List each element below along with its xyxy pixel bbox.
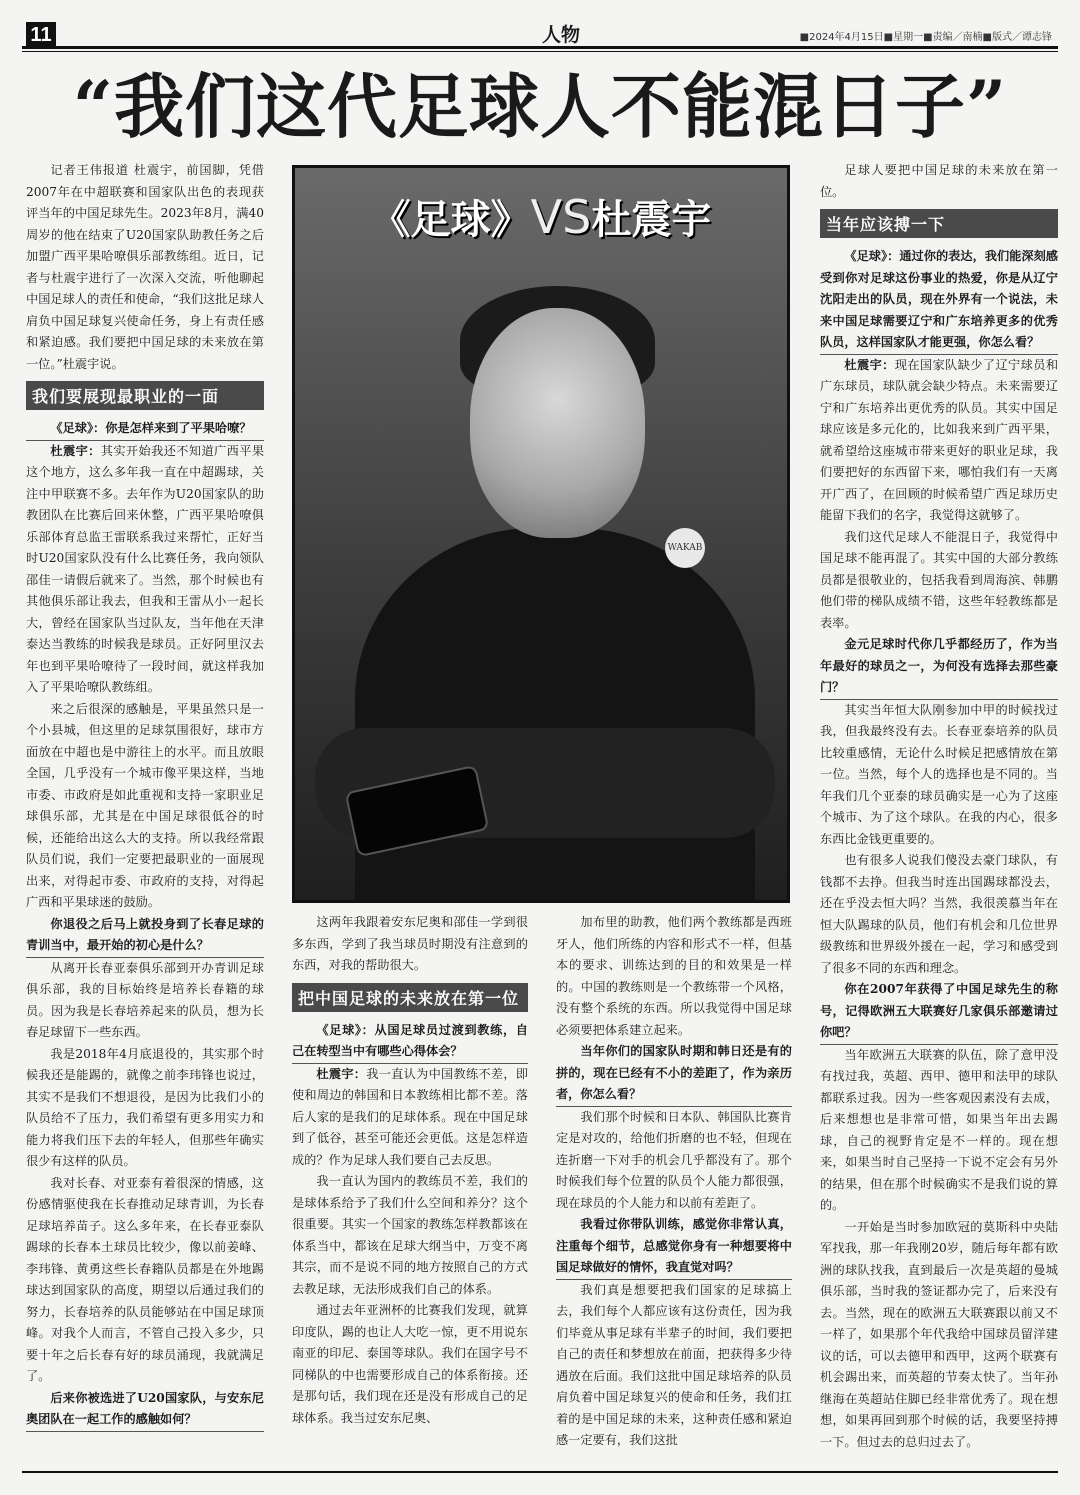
paragraph: 当年欧洲五大联赛的队伍，除了意甲没有找过我，英超、西甲、德甲和法甲的球队都联系过我。因为一些客观因素没有去成，后来想想也是非常可惜，如果当年出去踢球，自己的视野肯定是不一样的。现在想来，如果当时自己坚持一下说不定会有另外的结果，但在那个时候确实不是我们说的算的。 xyxy=(820,1047,1058,1212)
question: 你退役之后马上就投身到了长春足球的青训当中，最开始的初心是什么？ xyxy=(26,914,264,958)
team-badge-icon: WAKAB xyxy=(665,528,705,568)
overlay-name: 杜震宇 xyxy=(591,197,712,243)
intro-paragraph: 记者王伟报道 杜震宇，前国脚，凭借2007年在中超联赛和国家队出色的表现获评当年的中国足球先生。2023年8月，满40周岁的他在结束了U20国家队助教任务之后加盟广西平果哈嘹俱乐部教练组。近日，记者与杜震宇进行了一次深入交流，听他聊起中国足球人的责任和使命，“我们这批足球人肩负中国足球复兴使命任务，身上有责任感和紧迫感。我们要把中国足球的未来放在第一位。”杜震宇说。 xyxy=(26,163,264,371)
answer-text: 我一直认为中国教练不差，即使和周边的韩国和日本教练相比都不差。落后人家的是我们的足球体系。现在中国足球到了低谷，甚至可能还会更低。这是怎样造成的？作为足球人我们要自己去反思。 xyxy=(292,1066,529,1167)
paragraph: 也有很多人说我们傻没去豪门球队，有钱都不去挣。但我当时连出国踢球都没去，还在乎没去恒大吗？当然，我很羡慕当年在恒大队踢球的队员，他们有机会和几位世界级教练和世界级外援在一起，学习和感受到了很多不同的东西和理念。 xyxy=(820,853,1058,975)
answer-text: 现在国家队缺少了辽宁球员和广东球员，球队就会缺少特点。未来需要辽宁和广东培养出更优秀的队员。其实中国足球应该是多元化的，比如我来到广西平果，就希望给这座城市带来更好的职业足球，我们要把好的东西留下来，哪怕我们有一天离开广西了，在回顾的时候希望广西足球历史能留下我们的名字，我觉得这就够了。 xyxy=(820,357,1059,522)
answer xyxy=(820,355,1058,527)
subheading: 当年应该搏一下 xyxy=(820,209,1058,238)
paragraph: 我一直认为国内的教练员不差，我们的是球体系给予了我们什么空间和养分？这个很重要。其实一个国家的教练怎样教都该在体系当中，都该在足球大纲当中，万变不离其宗，而不是说不同的地方按照自己的方式去教足球，无法形成我们自己的体系。 xyxy=(292,1174,528,1296)
header-rule xyxy=(22,46,1058,49)
face-shape xyxy=(470,308,645,538)
answer xyxy=(26,441,264,699)
paragraph: 足球人要把中国足球的未来放在第一位。 xyxy=(820,163,1058,199)
question: 金元足球时代你几乎都经历了，作为当年最好的球员之一，为何没有选择去那些豪门？ xyxy=(820,634,1058,700)
overlay-vs: VS xyxy=(530,190,592,244)
column-1 xyxy=(26,160,264,1432)
paragraph: 我们这代足球人不能混日子，我觉得中国足球不能再混了。其实中国的大部分教练员都是很敬业的，包括我看到周海滨、韩鹏他们带的梯队成绩不错，这些年轻教练都是表率。 xyxy=(820,529,1058,630)
headline: “我们这代足球人不能混日子” xyxy=(72,65,1008,148)
section-title: 人物 xyxy=(542,24,581,46)
paragraph: 其实当年恒大队刚参加中甲的时候找过我，但我最终没有去。长春亚泰培养的队员比较重感情，无论什么时候足把感情放在第一位。当然，每个人的选择也是不同的。当年我们几个亚泰的球员确实是一心为了这座个城市、为了这个球队。在我的内心，很多东西比金钱更重要的。 xyxy=(820,702,1058,846)
column-4 xyxy=(820,160,1058,1453)
jacket-shape xyxy=(355,528,755,903)
answer xyxy=(292,1064,528,1172)
question: 后来你被选进了U20国家队，与安东尼奥团队在一起工作的感触如何？ xyxy=(26,1388,264,1432)
subheading: 把中国足球的未来放在第一位 xyxy=(292,983,528,1012)
paragraph: 加布里的助教，他们两个教练都是西班牙人，他们所练的内容和形式不一样，但基本的要求、训练达到的目的和效果是一样的。中国的教练则是一个教练带一个风格，没有整个系统的东西。所以我觉得中国足球必须要把体系建立起来。 xyxy=(556,915,792,1037)
paragraph: 一开始是当时参加欧冠的莫斯科中央陆军找我，那一年我刚20岁，随后每年都有欧洲的球队找我，直到最后一次是英超的曼城俱乐部，当时我的签证都办完了，后来没有去。当然，现在的欧洲五大联赛跟以前又不一样了，如果那个年代我给中国球员留洋建议的话，可以去德甲和西甲，这两个联赛有机会踢出来，而英超的节奏太快了。当年孙继海在英超站住脚已经非常优秀了。现在想想，如果再回到那个时候的话，我要坚持搏一下。但过去的总归过去了。 xyxy=(820,1219,1058,1449)
column-2 xyxy=(292,912,528,1429)
question: 我看过你带队训练，感觉你非常认真，注重每个细节，总感觉你身有一种想要将中国足球做好的情怀，我直觉对吗？ xyxy=(556,1214,792,1280)
footer-rule xyxy=(22,1471,1058,1473)
question: 当年你们的国家队时期和韩日还是有的拼的，现在已经有不小的差距了，作为亲历者，你怎么看？ xyxy=(556,1041,792,1107)
question: 你在2007年获得了中国足球先生的称号，记得欧洲五大联赛好几家俱乐部邀请过你吧？ xyxy=(820,979,1058,1045)
column-3 xyxy=(556,912,792,1452)
paragraph: 从离开长春亚泰俱乐部到开办青训足球俱乐部，我的目标始终是培养长春籍的球员。因为我是长春培养起来的队员，想为长春足球留下一些东西。 xyxy=(26,960,264,1039)
issue-meta: ■2024年4月15日■星期一■责编／南楠■版式／谭志锋 xyxy=(799,32,1052,43)
photo-title-overlay xyxy=(295,188,787,245)
portrait-photo xyxy=(292,165,790,903)
paragraph: 这两年我跟着安东尼奥和邵佳一学到很多东西，学到了我当球员时期没有注意到的东西，对我的帮助很大。 xyxy=(292,915,528,972)
page-number: 11 xyxy=(26,22,56,48)
question: 《足球》：通过你的表达，我们能深刻感受到你对足球这份事业的热爱，你是从辽宁沈阳走出的队员，现在外界有一个说法，未来中国足球需要辽宁和广东培养更多的优秀队员，这样国家队才能更强，你怎么看？ xyxy=(820,246,1058,355)
question: 《足球》：从国足球员过渡到教练，自己在转型当中有哪些心得体会？ xyxy=(292,1020,528,1064)
speaker-label: 杜震宇： xyxy=(316,1066,367,1081)
speaker-label: 杜震宇： xyxy=(844,357,895,372)
overlay-magazine: 《足球》 xyxy=(370,197,531,243)
speaker-label: 杜震宇： xyxy=(50,443,101,458)
header-rule-thin xyxy=(22,51,1058,52)
paragraph: 我们那个时候和日本队、韩国队比赛肯定是对攻的，给他们折磨的也不轻，但现在连折磨一下对手的机会几乎都没有了。那个时候我们每个位置的队员个人能力都很强，现在球员的个人能力和以前有差距了。 xyxy=(556,1109,792,1210)
subheading: 我们要展现最职业的一面 xyxy=(26,381,264,410)
page-header xyxy=(22,20,1058,48)
paragraph: 我们真是想要把我们国家的足球搞上去，我们每个人都应该有这份责任，因为我们毕竟从事足球有半辈子的时间，我们要把自己的责任和梦想放在前面，把获得多少待遇放在后面。我们这批中国足球培养的队员肩负着中国足球复兴的使命和任务，我们扛着的是中国足球的未来，这种责任感和紧迫感一定要有，我们这批 xyxy=(556,1282,792,1447)
answer-text: 其实开始我还不知道广西平果这个地方，这么多年我一直在中超踢球，关注中甲联赛不多。去年作为U20国家队的助教团队在比赛后回来休整，广西平果哈嘹俱乐部体育总监王雷联系我过来帮忙，正好当时U20国家队没有什么比赛任务，我向领队邵佳一请假后就来了。当然，那个时候也有其他俱乐部让我去，但我和王雷从小一起长大，曾经在国家队当过队友，当年他在天津泰达当教练的时候我是球员。正好阿里汉去年也到平果哈嘹待了一段时间，就这样我加入了平果哈嘹队教练组。 xyxy=(26,443,265,694)
paragraph: 我是2018年4月底退役的，其实那个时候我还是能踢的，就像之前李玮锋也说过，其实不是我们不想退役，是因为比我们小的队员给不了压力，我们希望有更多用实力和能力将我们压下去的年轻人，但那些年确实很少有这样的队员。 xyxy=(26,1046,264,1168)
paragraph: 来之后很深的感触是，平果虽然只是一个小县城，但这里的足球氛围很好，球市方面放在中超也是中游往上的水平。而且放眼全国，几乎没有一个城市像平果这样，当地市委、市政府是如此重视和支持一家职业足球俱乐部，尤其是在中国足球很低谷的时候，还能给出这么大的支持。所以我经常跟队员们说，我们一定要把最职业的一面展现出来，对得起市委、市政府的支持，对得起广西和平果球迷的鼓励。 xyxy=(26,701,264,909)
paragraph: 我对长春、对亚泰有着很深的情感，这份感情驱使我在长春推动足球青训，为长春足球培养苗子。这么多年来，在长春亚泰队踢球的长春本土球员比较少，像以前姜峰、李玮锋、黄勇这些长春籍队员都是在外地踢球达到国家队的高度，期望以后通过我们的努力，长春培养的队员能够站在中国足球顶峰。对我个人而言，不管自己投入多少，只要十年之后长春有好的球员涌现，我就满足了。 xyxy=(26,1175,264,1383)
question: 《足球》：你是怎样来到了平果哈嘹？ xyxy=(26,418,264,441)
paragraph: 通过去年亚洲杯的比赛我们发现，就算印度队，踢的也让人大吃一惊，更不用说东南亚的印尼、泰国等球队。我们在国字号不同梯队的中也需要形成自己的体系衔接。还是那句话，我们现在还是没有形成自己的足球体系。我当过安东尼奥、 xyxy=(292,1303,528,1425)
